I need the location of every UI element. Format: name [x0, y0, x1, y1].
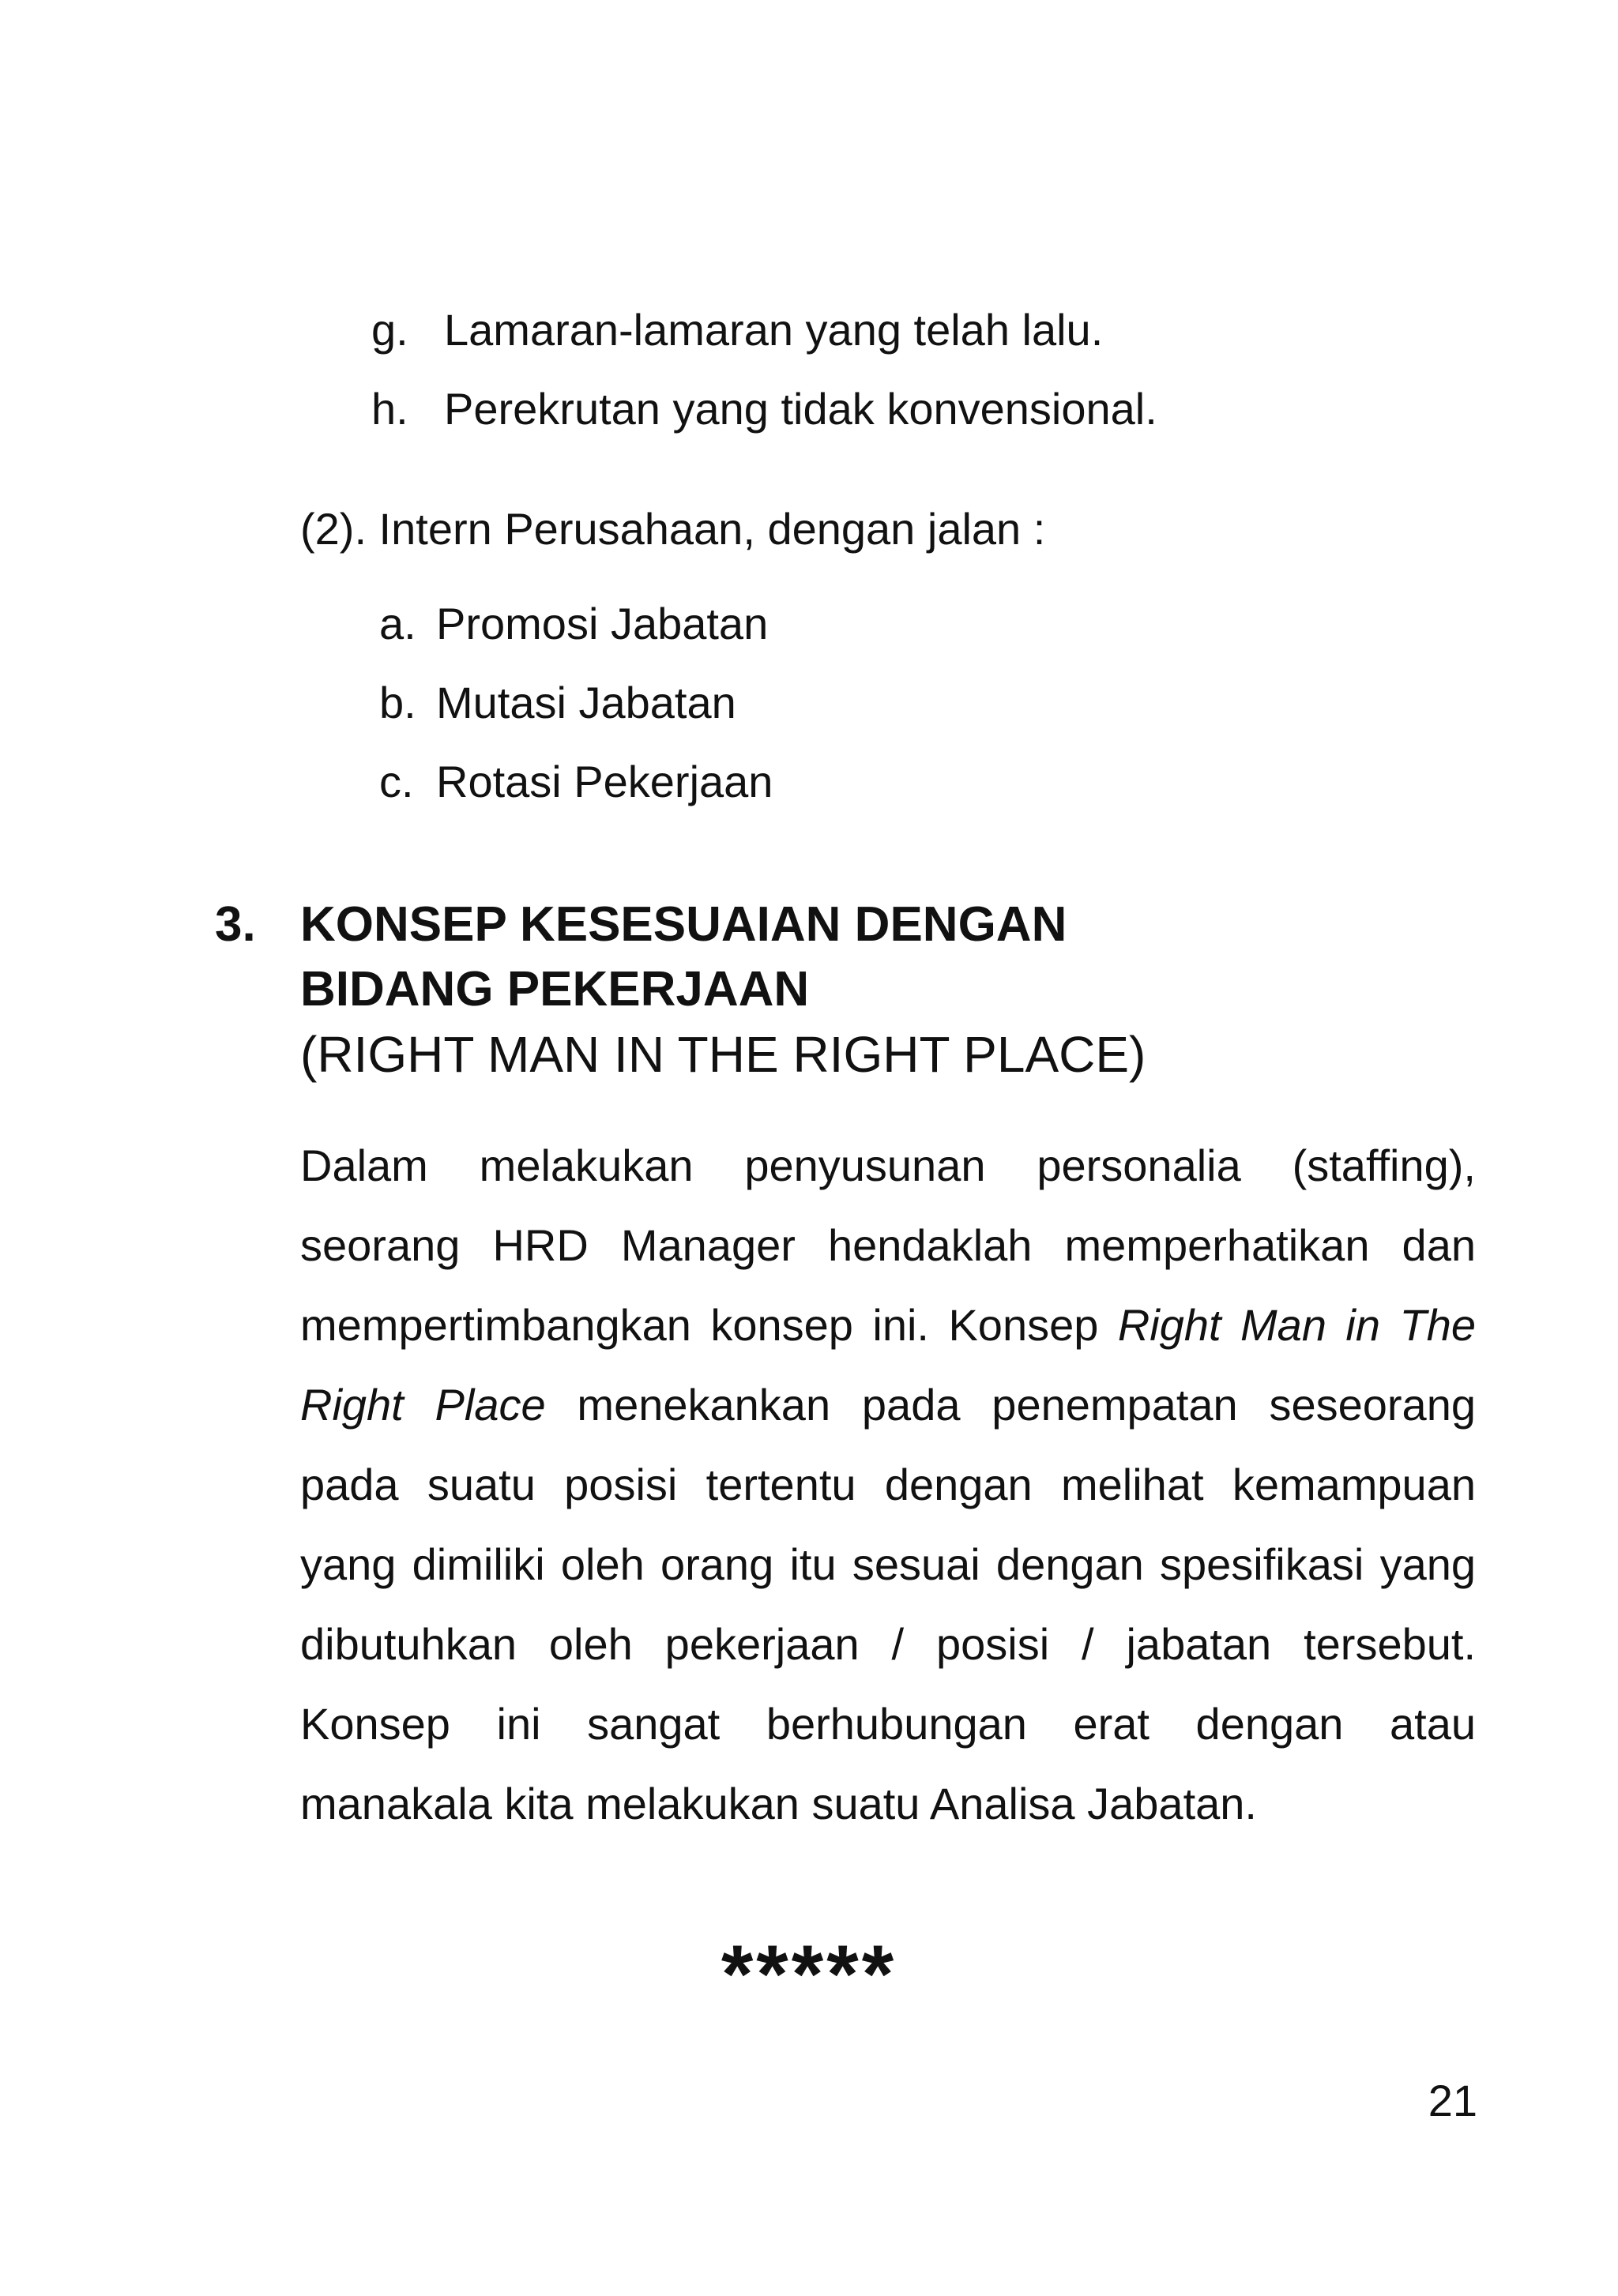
section-title-line-2: BIDANG PEKERJAAN: [300, 962, 810, 1016]
list-marker: g.: [371, 305, 408, 355]
list-marker: b.: [379, 678, 416, 727]
section-heading: [215, 892, 1479, 1087]
list-marker: c.: [379, 757, 414, 806]
section-number: 3.: [215, 897, 256, 952]
list-item-text: Lamaran-lamaran yang telah lalu.: [444, 305, 1104, 355]
list-item: [371, 291, 1477, 370]
paragraph-italic-term: Right Man in The Right Place: [300, 1300, 1476, 1430]
section-title-line-1: KONSEP KESESUAIAN DENGAN: [300, 897, 1067, 952]
list-item-text: Mutasi Jabatan: [436, 678, 736, 727]
paragraph-text-2: menekankan pada penempatan seseorang pada suatu posisi tertentu dengan melihat kemampuan yang dimiliki oleh orang itu sesuai dengan spesifikasi yang dibutuhkan oleh pekerjaan / posisi / jabatan tersebut. Konsep ini sangat berhubungan erat dengan atau manakala kita melakukan suatu Analisa Jabatan.: [300, 1380, 1476, 1828]
paragraph-text-1: Dalam melakukan penyusunan personalia (staffing), seorang HRD Manager hendaklah memperhatikan dan mempertimbangkan konsep ini. Konsep: [300, 1140, 1476, 1350]
list-item-text: Rotasi Pekerjaan: [436, 757, 773, 806]
section-subtitle: (RIGHT MAN IN THE RIGHT PLACE): [300, 1026, 1146, 1083]
list-item: [371, 370, 1477, 449]
page-number: 21: [1428, 2076, 1477, 2125]
list-item-text: Promosi Jabatan: [436, 599, 769, 648]
body-paragraph: [300, 1125, 1476, 1843]
intern-list: [379, 584, 1327, 821]
list-item: [379, 742, 1327, 821]
end-ornament: *****: [721, 1929, 897, 2020]
list-marker: a.: [379, 599, 416, 648]
list-item: [379, 584, 1327, 663]
section-title-block: [300, 892, 1479, 1087]
list-marker: h.: [371, 384, 408, 434]
intern-heading: (2). Intern Perusahaan, dengan jalan :: [300, 504, 1046, 554]
list-item-text: Perekrutan yang tidak konvensional.: [444, 384, 1157, 434]
list-item: [379, 663, 1327, 742]
list-continued: [371, 291, 1477, 449]
